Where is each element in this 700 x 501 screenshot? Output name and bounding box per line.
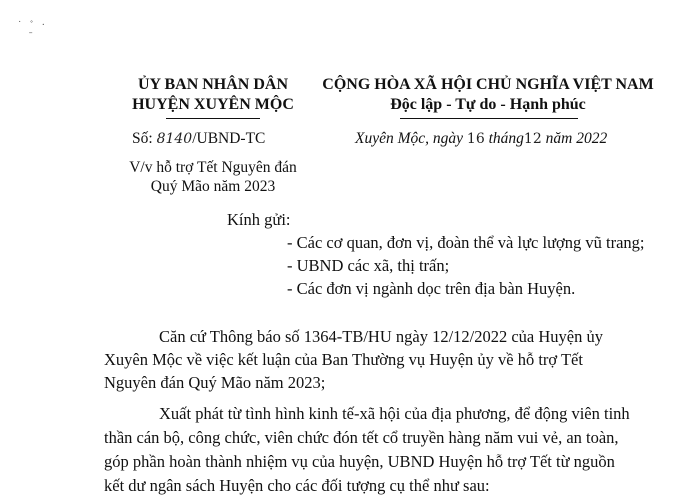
subject-line1: V/v hỗ trợ Tết Nguyên đán — [129, 159, 297, 176]
paragraph1-line: Nguyên đán Quý Mão năm 2023; — [104, 373, 326, 392]
agency-underline — [166, 118, 260, 119]
paragraph2-line: Xuất phát từ tình hình kinh tế-xã hội của địa phương, để động viên tinh — [159, 404, 630, 423]
recipient-item: - UBND các xã, thị trấn; — [287, 256, 450, 275]
scan-marks-decoration: ˙ ˚ · ˉ — [18, 20, 48, 42]
paragraph1-line: Căn cứ Thông báo số 1364-TB/HU ngày 12/12/2022 của Huyện ủy — [159, 327, 603, 346]
agency-name-line1: ỦY BAN NHÂN DÂN — [137, 76, 289, 93]
number-handwritten: 8140 — [156, 131, 193, 147]
document-number — [132, 130, 265, 148]
issue-date — [355, 130, 607, 148]
paragraph1-line: Xuyên Mộc về việc kết luận của Ban Thường vụ Huyện ủy về hỗ trợ Tết — [104, 350, 583, 369]
recipient-item: - Các đơn vị ngành dọc trên địa bàn Huyện. — [287, 279, 576, 298]
number-prefix: Số: — [132, 130, 153, 147]
date-month-label: tháng — [488, 130, 524, 147]
paragraph2-line: kết dư ngân sách Huyện cho các đối tượng cụ thể như sau: — [104, 476, 490, 495]
national-motto: Độc lập - Tự do - Hạnh phúc — [390, 96, 586, 113]
recipient-item: - Các cơ quan, đơn vị, đoàn thể và lực lượng vũ trang; — [287, 233, 645, 252]
date-day: 16 — [466, 131, 485, 147]
agency-name-line2: HUYỆN XUYÊN MỘC — [132, 96, 294, 113]
paragraph2-line: góp phần hoàn thành nhiệm vụ của huyện, UBND Huyện hỗ trợ Tết từ nguồn — [104, 452, 615, 471]
date-year: năm 2022 — [545, 130, 608, 147]
national-title: CỘNG HÒA XÃ HỘI CHỦ NGHĨA VIỆT NAM — [322, 76, 654, 93]
date-place: Xuyên Mộc, ngày — [355, 130, 464, 147]
motto-underline — [400, 118, 578, 119]
paragraph2-line: thần cán bộ, công chức, viên chức đón tết cổ truyền hàng năm vui vẻ, an toàn, — [104, 428, 619, 447]
subject-line2: Quý Mão năm 2023 — [150, 178, 276, 195]
number-suffix: /UBND-TC — [192, 130, 266, 147]
greeting: Kính gửi: — [227, 210, 291, 229]
date-month: 12 — [523, 131, 542, 147]
